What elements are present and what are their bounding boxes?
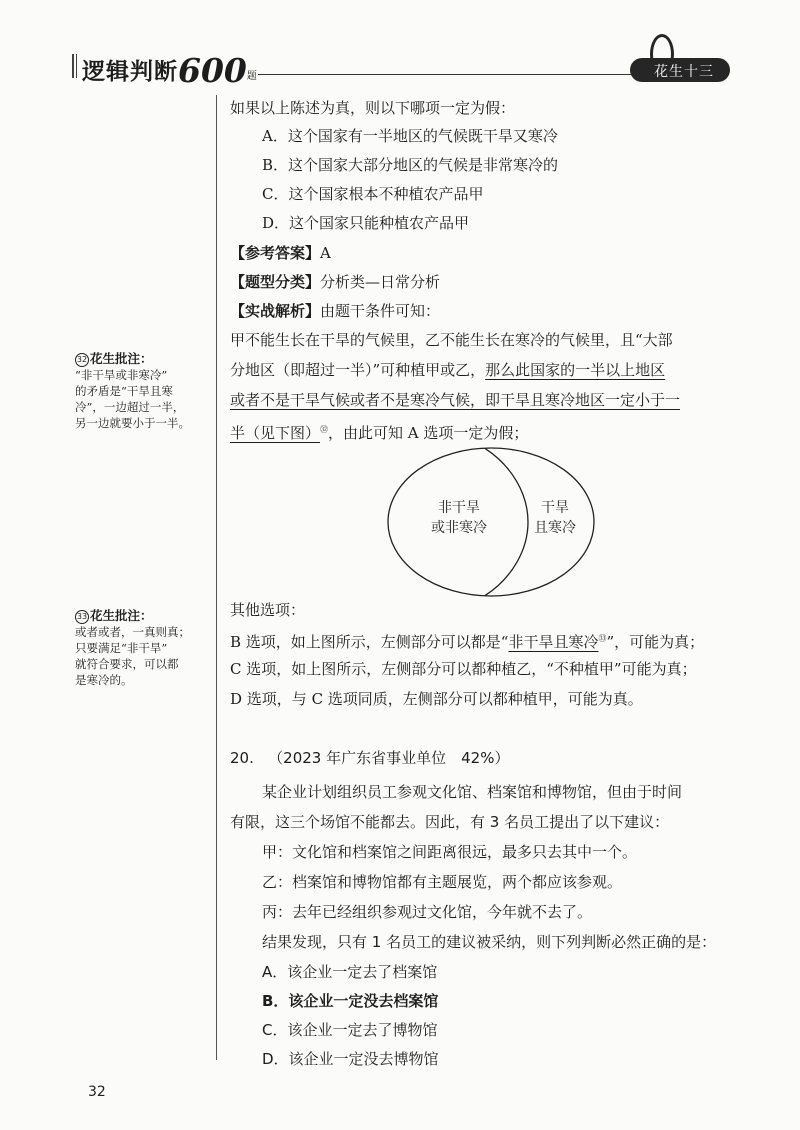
q20-stem: 某企业计划组织员工参观文化馆、档案馆和博物馆，但由于时间 — [262, 783, 683, 801]
q19-option-c: C．这个国家根本不种植农产品甲 — [262, 185, 484, 203]
analysis-text: 甲不能生长在干旱的气候里，乙不能生长在寒冷的气候里，且“大部 — [230, 331, 673, 349]
diagram-left-label: 非干旱 或非寒冷 — [431, 500, 487, 536]
book-title-number: 600 — [178, 51, 247, 90]
other-option-c: C 选项，如上图所示，左侧部分可以都种植乙，“不种植甲”可能为真； — [230, 660, 697, 678]
answer-value: A — [320, 244, 331, 262]
side-note-32 — [75, 351, 190, 431]
underlined-text: 或者不是干旱气候或者不是寒冷气候，即干旱且寒冷地区一定小于一 — [230, 391, 681, 409]
q19-option-b: B．这个国家大部分地区的气候是非常寒冷的 — [262, 156, 559, 174]
q19-option-d: D．这个国家只能种植农产品甲 — [262, 214, 470, 232]
underlined-text: 非干旱且寒冷 — [508, 633, 599, 651]
q20-option-d: D．该企业一定没去博物馆 — [262, 1050, 439, 1068]
category-value: 分析类—日常分析 — [320, 273, 441, 291]
side-note-title: 32 花生批注： — [76, 351, 153, 366]
header-edge-mark — [72, 54, 74, 78]
book-title-suffix: 题 — [246, 71, 257, 82]
q20-option-a: A．该企业一定去了档案馆 — [262, 963, 438, 981]
q20-suggestion-jia: 甲：文化馆和档案馆之间距离很远，最多只去其中一个。 — [262, 843, 638, 861]
side-note-text: 就符合要求，可以都 — [75, 657, 179, 671]
q19-option-a: A．这个国家有一半地区的气候既干旱又寒冷 — [262, 127, 558, 145]
answer-line — [230, 243, 331, 263]
q20-suggestion-bing: 丙：去年已经组织参观过文化馆，今年就不去了。 — [262, 903, 593, 921]
underlined-text: 半（见下图） — [230, 424, 321, 442]
q19-stem: 如果以上陈述为真，则以下哪项一定为假： — [230, 99, 516, 117]
side-note-text: “非干旱或非寒冷” — [75, 368, 168, 382]
side-note-text: 的矛盾是“干旱且寒 — [75, 384, 173, 398]
analysis-line — [230, 301, 440, 321]
analysis-intro: 由题干条件可知： — [320, 302, 441, 320]
underlined-text: 那么此国家的一半以上地区 — [485, 361, 666, 379]
q20-header — [230, 748, 509, 768]
category-label: 【题型分类】 — [230, 273, 321, 291]
venn-diagram — [386, 446, 596, 602]
header-edge-mark — [76, 54, 77, 78]
answer-label: 【参考答案】 — [230, 244, 321, 262]
analysis-text: 分地区（即超过一半）”可种植甲或乙，那么此国家的一半以上地区 — [230, 361, 666, 379]
book-title: 逻辑判断600题 — [82, 51, 257, 90]
side-note-text: 冷”，一边超过一半， — [75, 400, 185, 414]
page-number: 32 — [88, 1084, 106, 1100]
margin-divider — [216, 95, 217, 1060]
note-reference-33: ㉝ — [598, 634, 607, 643]
author-badge: 花生十三 — [630, 58, 730, 82]
side-note-number: 32 — [75, 353, 89, 367]
other-option-b: B 选项，如上图所示，左侧部分可以都是“非干旱且寒冷$^㉝$”，可能为真； — [230, 633, 705, 651]
side-note-text: 或者或者，一真则真； — [75, 625, 190, 639]
diagram-right-label: 干旱 且寒冷 — [534, 500, 576, 536]
q20-option-c: C．该企业一定去了博物馆 — [262, 1021, 438, 1039]
others-heading: 其他选项： — [230, 601, 306, 619]
side-note-33 — [75, 608, 190, 688]
analysis-label: 【实战解析】 — [230, 302, 321, 320]
q20-number: 20. — [230, 749, 254, 767]
analysis-text: 半（见下图）$^㉜$，由此可知 A 选项一定为假； — [230, 424, 529, 442]
side-note-text: 是寒冷的。 — [75, 673, 133, 687]
side-note-number: 33 — [75, 610, 89, 624]
q20-source: （2023 年广东省事业单位 42%） — [268, 749, 510, 767]
q20-stem: 有限，这三个场馆不能都去。因此，有 3 名员工提出了以下建议： — [230, 813, 670, 831]
side-note-title: 33 花生批注： — [76, 608, 153, 623]
q20-option-b: B．该企业一定没去档案馆 — [262, 992, 439, 1010]
note-reference-32: ㉜ — [320, 425, 329, 434]
q20-question: 结果发现，只有 1 名员工的建议被采纳，则下列判断必然正确的是： — [262, 933, 717, 951]
side-note-text: 另一边就要小于一半。 — [75, 416, 190, 430]
other-option-d: D 选项，与 C 选项同质，左侧部分可以都种植甲，可能为真。 — [230, 690, 643, 708]
side-note-text: 只要满足“非干旱” — [75, 641, 168, 655]
category-line — [230, 272, 440, 292]
q20-suggestion-yi: 乙：档案馆和博物馆都有主题展览，两个都应该参观。 — [262, 873, 623, 891]
header-rule — [258, 74, 634, 75]
